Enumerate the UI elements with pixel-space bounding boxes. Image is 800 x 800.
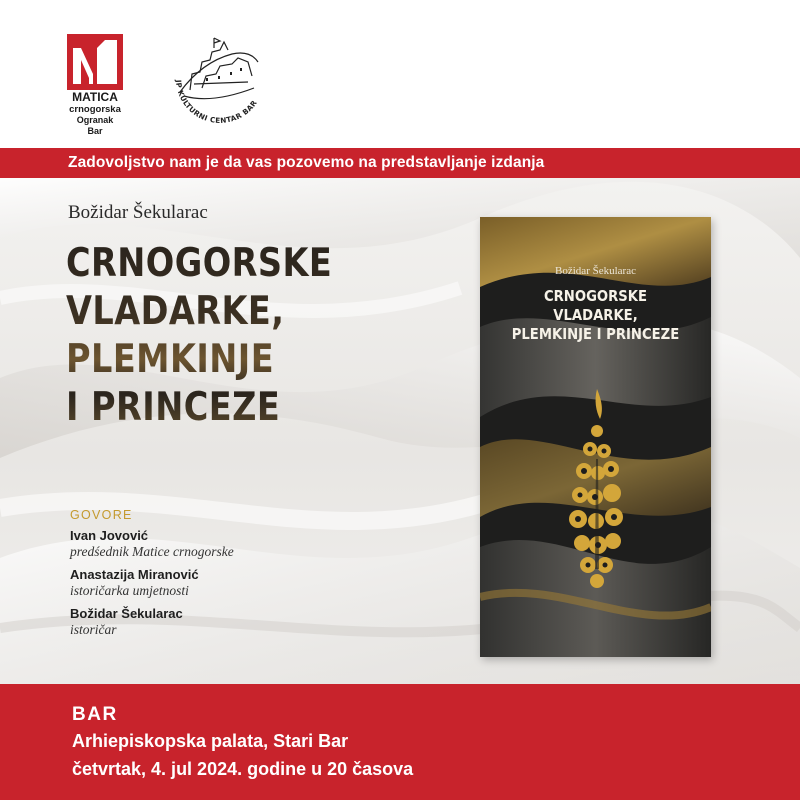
book-title-line-2: VLADARKE, [66,289,285,334]
speaker-name: Ivan Jovović [70,528,149,543]
kulturni-centar-arc-text: JP KULTURNI CENTAR BAR [173,79,259,126]
speaker-role: predśednik Matice crnogorske [70,544,234,559]
cover-title-line-2: VLADARKE, [553,306,638,324]
author-name: Božidar Šekularac [68,202,208,223]
event-footer [0,684,800,800]
cover-title-line-1: CRNOGORSKE [543,287,648,305]
speaker-role: istoričar [70,622,117,637]
cover-author: Božidar Šekularac [555,265,636,277]
book-title-line-1: CRNOGORSKE [66,241,333,286]
event-city: BAR [72,704,118,725]
matica-branch-line2: Bar [87,126,103,136]
book-title-line-3: PLEMKINJE [66,337,275,382]
cover-title [494,287,697,344]
speaker-item [70,567,234,599]
event-datetime: četvrtak, 4. jul 2024. godine u 20 časova [72,759,414,779]
book-title [66,240,332,432]
invitation-banner [0,148,800,178]
fortress-logo-icon [162,32,272,132]
svg-text:JP KULTURNI CENTAR BAR [174,79,259,125]
event-venue: Arhiepiskopska palata, Stari Bar [72,731,349,751]
header [0,0,800,148]
speaker-name: Anastazija Miranović [70,567,199,582]
speaker-item [70,528,234,560]
speakers-label: GOVORE [70,508,133,522]
book-title-line-4: I PRINCEZE [66,385,281,430]
book-cover [480,217,711,657]
matica-logo [62,34,128,137]
matica-name: MATICA [72,90,118,104]
speaker-name: Božidar Šekularac [70,606,183,621]
floral-drop-ornament-icon [568,389,626,589]
matica-branch-line1: Ogranak [76,115,114,125]
matica-logo-icon [67,34,123,90]
speaker-role: istoričarka umjetnosti [70,583,189,598]
invitation-text: Zadovoljstvo nam je da vas pozovemo na predstavljanje izdanja [68,154,545,171]
speakers-list [70,508,234,645]
cover-title-line-3: PLEMKINJE I PRINCEZE [511,325,680,343]
matica-sub: crnogorska [69,104,121,115]
speaker-item [70,606,234,638]
